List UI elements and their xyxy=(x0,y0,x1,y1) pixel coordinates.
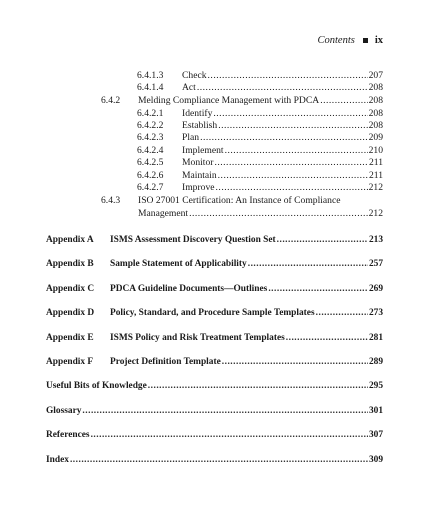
section-number: 6.4.2.6 xyxy=(137,170,164,181)
section-title: Plan xyxy=(182,132,200,143)
dot-leader xyxy=(316,308,368,319)
section-title: Improve xyxy=(182,182,215,193)
running-header xyxy=(317,35,383,46)
dot-leader xyxy=(218,170,368,181)
dot-leader xyxy=(222,357,368,368)
page-number: 210 xyxy=(368,145,383,156)
section-title-continued: Management xyxy=(138,208,189,219)
toc-back-matter[interactable] xyxy=(46,455,383,466)
section-title: Identify xyxy=(182,108,213,119)
appendix-title: PDCA Guideline Documents—Outlines xyxy=(110,284,268,294)
dot-leader xyxy=(248,259,368,270)
dot-leader xyxy=(277,235,368,246)
appendix-label: Appendix F xyxy=(46,357,94,367)
back-matter-title: Useful Bits of Knowledge xyxy=(46,381,147,391)
page-number: 211 xyxy=(368,157,383,168)
section-title: Monitor xyxy=(182,157,214,168)
dot-leader xyxy=(91,430,368,441)
section-number: 6.4.2.2 xyxy=(137,120,164,131)
dot-leader xyxy=(218,120,367,131)
dot-leader xyxy=(82,406,368,417)
section-title: ISO 27001 Certification: An Instance of Compliance xyxy=(138,195,341,206)
toc-appendix[interactable] xyxy=(46,284,383,295)
toc-entry[interactable] xyxy=(137,70,383,81)
page-number: 257 xyxy=(368,259,383,269)
appendix-label: Appendix A xyxy=(46,235,94,245)
toc-entry[interactable] xyxy=(101,195,383,206)
toc-appendix[interactable] xyxy=(46,357,383,368)
toc-entry[interactable] xyxy=(137,145,383,156)
section-title: Check xyxy=(182,70,207,81)
page-number: 213 xyxy=(368,235,383,245)
toc-back-matter[interactable] xyxy=(46,406,383,417)
dot-leader xyxy=(214,157,368,168)
toc-entry[interactable] xyxy=(137,108,383,119)
dot-leader xyxy=(70,455,368,466)
page-number: 289 xyxy=(368,357,383,367)
toc-appendix[interactable] xyxy=(46,235,383,246)
toc-entry[interactable] xyxy=(101,95,383,106)
dot-leader xyxy=(268,284,368,295)
dot-leader xyxy=(286,333,368,344)
toc-entry[interactable] xyxy=(137,132,383,143)
toc-back-matter[interactable] xyxy=(46,381,383,392)
page-number: 309 xyxy=(368,455,383,465)
page-number: 208 xyxy=(368,95,383,106)
appendix-title: Sample Statement of Applicability xyxy=(110,259,247,269)
appendix-label: Appendix C xyxy=(46,284,95,294)
running-header-page-number: ix xyxy=(374,35,383,46)
page-number: 295 xyxy=(368,381,383,391)
dot-leader xyxy=(148,381,368,392)
appendix-title: Policy, Standard, and Procedure Sample Templates xyxy=(110,308,315,318)
section-number: 6.4.2.7 xyxy=(137,182,164,193)
page-number: 281 xyxy=(368,333,383,343)
dot-leader xyxy=(320,95,367,106)
appendix-title: ISMS Policy and Risk Treatment Templates xyxy=(110,333,285,343)
dot-leader xyxy=(213,108,367,119)
toc-entry[interactable] xyxy=(137,82,383,93)
section-number: 6.4.2.3 xyxy=(137,132,164,143)
appendix-title: ISMS Assessment Discovery Question Set xyxy=(110,235,276,245)
section-number: 6.4.2.5 xyxy=(137,157,164,168)
page-number: 209 xyxy=(368,132,383,143)
section-title: Establish xyxy=(182,120,218,131)
page-number: 307 xyxy=(368,430,383,440)
section-title: Act xyxy=(182,82,196,93)
back-matter-title: Index xyxy=(46,455,69,465)
page-number: 269 xyxy=(368,284,383,294)
appendix-label: Appendix E xyxy=(46,333,94,343)
section-title: Implement xyxy=(182,145,224,156)
page-number: 273 xyxy=(368,308,383,318)
toc-appendix[interactable] xyxy=(46,308,383,319)
back-matter-title: Glossary xyxy=(46,406,82,416)
appendix-label: Appendix B xyxy=(46,259,94,269)
toc-entry[interactable] xyxy=(137,170,383,181)
toc-appendix[interactable] xyxy=(46,333,383,344)
section-number: 6.4.3 xyxy=(101,195,121,206)
appendix-title: Project Definition Template xyxy=(110,357,221,367)
page-number: 212 xyxy=(368,182,383,193)
section-number: 6.4.2.4 xyxy=(137,145,164,156)
dot-leader xyxy=(197,82,368,93)
toc-appendix[interactable] xyxy=(46,259,383,270)
dot-leader xyxy=(189,208,368,219)
appendix-label: Appendix D xyxy=(46,308,95,318)
toc-entry[interactable] xyxy=(137,120,383,131)
section-number: 6.4.2.1 xyxy=(137,108,164,119)
page-number: 301 xyxy=(368,406,383,416)
dot-leader xyxy=(225,145,368,156)
section-title: Maintain xyxy=(182,170,217,181)
toc-entry[interactable] xyxy=(137,157,383,168)
dot-leader xyxy=(200,132,368,143)
dot-leader xyxy=(208,70,368,81)
page-number: 211 xyxy=(368,170,383,181)
section-number: 6.4.2 xyxy=(101,95,121,106)
toc-back-matter[interactable] xyxy=(46,430,383,441)
dot-leader xyxy=(216,182,368,193)
toc-entry-continuation[interactable] xyxy=(138,208,383,219)
section-number: 6.4.1.4 xyxy=(137,82,164,93)
page-number: 208 xyxy=(368,120,383,131)
section-number: 6.4.1.3 xyxy=(137,70,164,81)
page-number: 207 xyxy=(368,70,383,81)
back-matter-title: References xyxy=(46,430,90,440)
page-number: 212 xyxy=(368,208,383,219)
section-title: Melding Compliance Management with PDCA xyxy=(138,95,320,106)
page-number: 208 xyxy=(368,108,383,119)
square-bullet-icon xyxy=(363,38,368,43)
running-header-label: Contents xyxy=(317,35,355,46)
page-number: 208 xyxy=(368,82,383,93)
toc-entry[interactable] xyxy=(137,182,383,193)
